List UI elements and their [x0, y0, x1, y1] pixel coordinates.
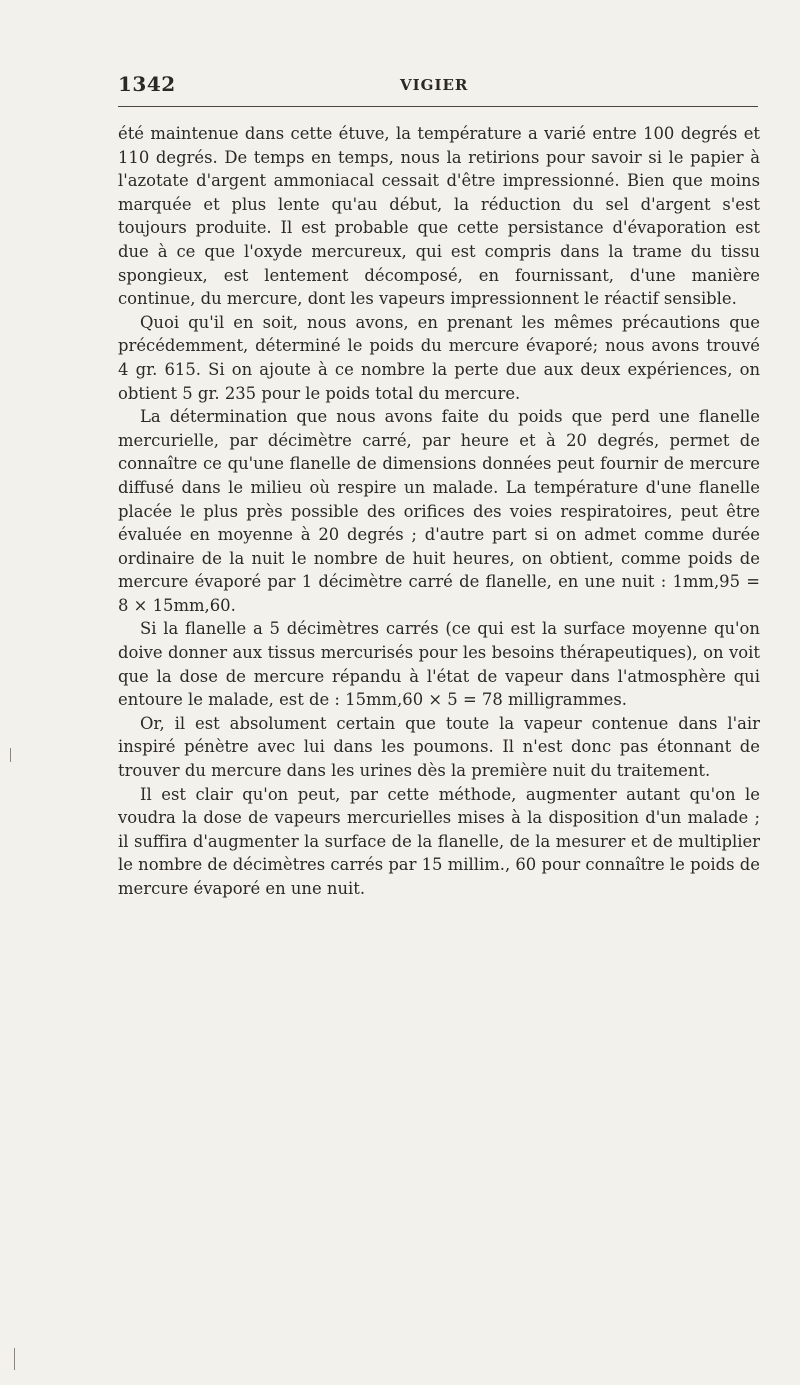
header-rule [118, 106, 758, 107]
paragraph-3: La détermination que nous avons faite du poids que perd une flanelle mercurielle, par décimètre carré, par heure et à 20 degrés, permet de connaître ce qu'une flanelle de dimensions données peut fournir de mercure diffusé dans le milieu où respire un malade. La température d'une flanelle placée le plus près possible des orifices des voies respiratoires, peut être évaluée en moyenne à 20 degrés ; d'autre part si on admet comme durée ordinaire de la nuit le nombre de huit heures, on obtient, comme poids de mercure évaporé par 1 décimètre carré de flanelle, en une nuit : 1mm,95 = 8 × 15mm,60. [118, 407, 760, 615]
page-header [118, 72, 758, 102]
running-head: VIGIER [400, 76, 469, 94]
paragraph-4: Si la flanelle a 5 décimètres carrés (ce qui est la surface moyenne qu'on doive donner aux tissus mercurisés pour les besoins thérapeutiques), on voit que la dose de mercure répandu à l'état de vapeur dans l'atmosphère qui entoure le malade, est de : 15mm,60 × 5 = 78 milligrammes. [118, 619, 760, 710]
paragraph-1: été maintenue dans cette étuve, la température a varié entre 100 degrés et 110 degrés. De temps en temps, nous la retirions pour savoir si le papier à l'azotate d'argent ammoniacal cessait d'être impressionné. Bien que moins marquée et plus lente qu'au début, la réduction du sel d'argent s'est toujours produite. Il est probable que cette persistance d'évaporation est due à ce que l'oxyde mercureux, qui est compris dans la trame du tissu spongieux, est lentement décomposé, en fournissant, d'une manière continue, du mercure, dont les vapeurs impressionnent le réactif sensible. [118, 124, 760, 309]
margin-speck [14, 1348, 15, 1370]
page-number: 1342 [118, 72, 176, 96]
margin-speck [10, 748, 11, 762]
paragraph-6: Il est clair qu'on peut, par cette méthode, augmenter autant qu'on le voudra la dose de vapeurs mercurielles mises à la disposition d'un malade ; il suffira d'augmenter la surface de la flanelle, de la mesurer et de multiplier le nombre de décimètres carrés par 15 millim., 60 pour connaître le poids de mercure évaporé en une nuit. [118, 784, 760, 898]
paragraph-5: Or, il est absolument certain que toute la vapeur contenue dans l'air inspiré pénètre avec lui dans les poumons. Il n'est donc pas étonnant de trouver du mercure dans les urines dès la première nuit du traitement. [118, 713, 760, 781]
paragraph-2: Quoi qu'il en soit, nous avons, en prenant les mêmes précautions que précédemment, déterminé le poids du mercure évaporé; nous avons trouvé 4 gr. 615. Si on ajoute à ce nombre la perte due aux deux expériences, on obtient 5 gr. 235 pour le poids total du mercure. [118, 312, 760, 403]
body-text [118, 122, 760, 901]
